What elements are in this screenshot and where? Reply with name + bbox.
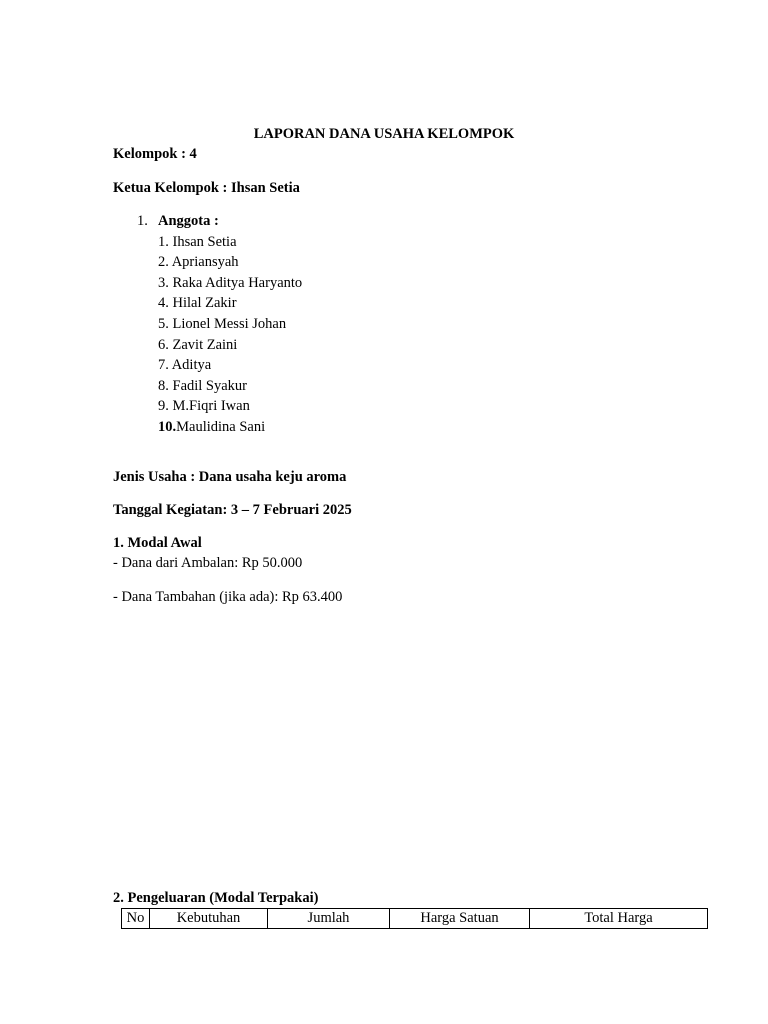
list-item: 8. Fadil Syakur xyxy=(158,377,248,394)
list-item: 3. Raka Aditya Haryanto xyxy=(158,274,303,291)
list-item: 9. M.Fiqri Iwan xyxy=(158,398,250,415)
members-heading: Anggota : xyxy=(158,213,219,229)
activity-date: Tanggal Kegiatan: 3 – 7 Februari 2025 xyxy=(113,502,352,518)
list-item: 1. Ihsan Setia xyxy=(158,233,237,250)
col-kebutuhan: Kebutuhan xyxy=(150,909,268,929)
group-leader: Ketua Kelompok : Ihsan Setia xyxy=(113,180,300,196)
list-item: 4. Hilal Zakir xyxy=(158,295,237,312)
section-initial-capital-heading: 1. Modal Awal xyxy=(113,535,202,551)
members-list-number: 1. xyxy=(137,213,148,229)
fund-from-ambalan: - Dana dari Ambalan: Rp 50.000 xyxy=(113,555,303,571)
expense-table xyxy=(121,908,708,929)
list-item: 7. Aditya xyxy=(158,357,212,374)
members-list xyxy=(158,211,302,438)
col-total-harga: Total Harga xyxy=(530,909,708,929)
list-item: 6. Zavit Zaini xyxy=(158,336,238,353)
list-item: 10.Maulidina Sani xyxy=(158,418,266,435)
list-item: 2. Apriansyah xyxy=(158,254,239,271)
group-number: Kelompok : 4 xyxy=(113,146,197,162)
col-harga-satuan: Harga Satuan xyxy=(390,909,530,929)
list-item: 5. Lionel Messi Johan xyxy=(158,315,287,332)
col-no: No xyxy=(122,909,150,929)
document-title: LAPORAN DANA USAHA KELOMPOK xyxy=(253,126,515,142)
additional-fund: - Dana Tambahan (jika ada): Rp 63.400 xyxy=(113,589,343,605)
col-jumlah: Jumlah xyxy=(268,909,390,929)
table-header-row xyxy=(122,909,708,929)
business-type: Jenis Usaha : Dana usaha keju aroma xyxy=(113,469,347,485)
section-expenses-heading: 2. Pengeluaran (Modal Terpakai) xyxy=(113,890,319,906)
